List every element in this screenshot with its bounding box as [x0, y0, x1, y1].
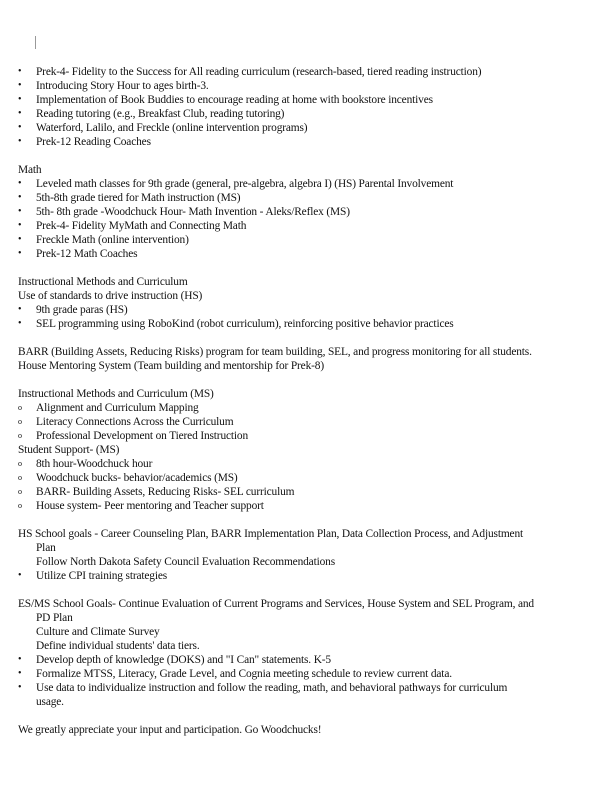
list-item: • Prek-4- Fidelity to the Success for All reading curriculum (research-based, tiered reading instruction) — [18, 66, 482, 78]
circle-bullet-icon: o — [18, 487, 22, 496]
list-item: • Freckle Math (online intervention) — [18, 234, 189, 246]
math-list — [18, 177, 608, 261]
closing-line: We greatly appreciate your input and participation. Go Woodchucks! — [18, 724, 322, 736]
list-item: o BARR- Building Assets, Reducing Risks- SEL curriculum — [18, 486, 295, 498]
bullet-icon: • — [18, 654, 22, 665]
bullet-icon: • — [18, 80, 22, 91]
list-item: o Literacy Connections Across the Curriculum — [18, 416, 234, 428]
circle-bullet-icon: o — [18, 417, 22, 426]
es-ms-goals-continued: PD Plan — [36, 612, 73, 624]
student-support-heading: Student Support- (MS) — [18, 444, 120, 456]
bullet-icon: • — [18, 108, 22, 119]
text-cursor — [35, 36, 36, 49]
bullet-icon: • — [18, 248, 22, 259]
circle-bullet-icon: o — [18, 501, 22, 510]
bullet-icon: • — [18, 570, 22, 581]
bullet-icon: • — [18, 668, 22, 679]
bullet-icon: • — [18, 220, 22, 231]
list-item: • Reading tutoring (e.g., Breakfast Club, reading tutoring) — [18, 108, 285, 120]
instructional-subheading: Use of standards to drive instruction (HS) — [18, 290, 203, 302]
list-item: o 8th hour-Woodchuck hour — [18, 458, 153, 470]
bullet-icon: • — [18, 66, 22, 77]
bullet-icon: • — [18, 206, 22, 217]
bullet-icon: • — [18, 94, 22, 105]
list-item: • Develop depth of knowledge (DOKS) and "I Can" statements. K-5 — [18, 654, 331, 666]
circle-bullet-icon: o — [18, 403, 22, 412]
list-item: • Prek-12 Reading Coaches — [18, 136, 151, 148]
list-item: • Implementation of Book Buddies to encourage reading at home with bookstore incentives — [18, 94, 433, 106]
bullet-icon: • — [18, 682, 22, 693]
list-item: • 5th- 8th grade -Woodchuck Hour- Math Invention - Aleks/Reflex (MS) — [18, 206, 350, 218]
list-item: • SEL programming using RoboKind (robot curriculum), reinforcing positive behavior practices — [18, 318, 454, 330]
document-page[interactable] — [18, 65, 608, 737]
es-ms-goals-survey: Culture and Climate Survey — [36, 626, 160, 638]
list-item: o House system- Peer mentoring and Teacher support — [18, 500, 264, 512]
reading-list — [18, 65, 608, 149]
es-ms-goals-tiers: Define individual students' data tiers. — [36, 640, 200, 652]
list-item: • Prek-12 Math Coaches — [18, 248, 138, 260]
circle-bullet-icon: o — [18, 431, 22, 440]
list-item-continued: usage. — [36, 696, 64, 708]
bullet-icon: • — [18, 318, 22, 329]
barr-paragraph: BARR (Building Assets, Reducing Risks) program for team building, SEL, and progress monitoring for all students. — [18, 346, 532, 358]
es-ms-goals-heading: ES/MS School Goals- Continue Evaluation of Current Programs and Services, House System and SEL Program, and — [18, 598, 534, 610]
list-item: • 9th grade paras (HS) — [18, 304, 128, 316]
list-item: • Waterford, Lalilo, and Freckle (online intervention programs) — [18, 122, 308, 134]
house-mentoring-paragraph: House Mentoring System (Team building and mentorship for Prek-8) — [18, 360, 324, 372]
hs-goals-safety: Follow North Dakota Safety Council Evaluation Recommendations — [36, 556, 335, 568]
ms-instructional-heading: Instructional Methods and Curriculum (MS) — [18, 388, 214, 400]
circle-bullet-icon: o — [18, 459, 22, 468]
bullet-icon: • — [18, 136, 22, 147]
list-item: • Leveled math classes for 9th grade (general, pre-algebra, algebra I) (HS) Parental Involvement — [18, 178, 454, 190]
list-item: • Utilize CPI training strategies — [18, 570, 168, 582]
list-item: • Use data to individualize instruction and follow the reading, math, and behavioral pathways for curriculum — [18, 682, 508, 694]
circle-bullet-icon: o — [18, 473, 22, 482]
list-item: • Introducing Story Hour to ages birth-3. — [18, 80, 209, 92]
list-item: • 5th-8th grade tiered for Math instruction (MS) — [18, 192, 241, 204]
bullet-icon: • — [18, 304, 22, 315]
instructional-heading: Instructional Methods and Curriculum — [18, 276, 188, 288]
bullet-icon: • — [18, 122, 22, 133]
hs-goals-heading: HS School goals - Career Counseling Plan, BARR Implementation Plan, Data Collection Process, and Adjustment — [18, 528, 524, 540]
list-item: • Formalize MTSS, Literacy, Grade Level, and Cognia meeting schedule to review current data. — [18, 668, 452, 680]
list-item: o Woodchuck bucks- behavior/academics (MS) — [18, 472, 238, 484]
bullet-icon: • — [18, 178, 22, 189]
bullet-icon: • — [18, 192, 22, 203]
list-item: o Professional Development on Tiered Instruction — [18, 430, 249, 442]
bullet-icon: • — [18, 234, 22, 245]
math-heading: Math — [18, 164, 42, 176]
hs-goals-continued: Plan — [36, 542, 56, 554]
list-item: • Prek-4- Fidelity MyMath and Connecting Math — [18, 220, 247, 232]
list-item: o Alignment and Curriculum Mapping — [18, 402, 199, 414]
